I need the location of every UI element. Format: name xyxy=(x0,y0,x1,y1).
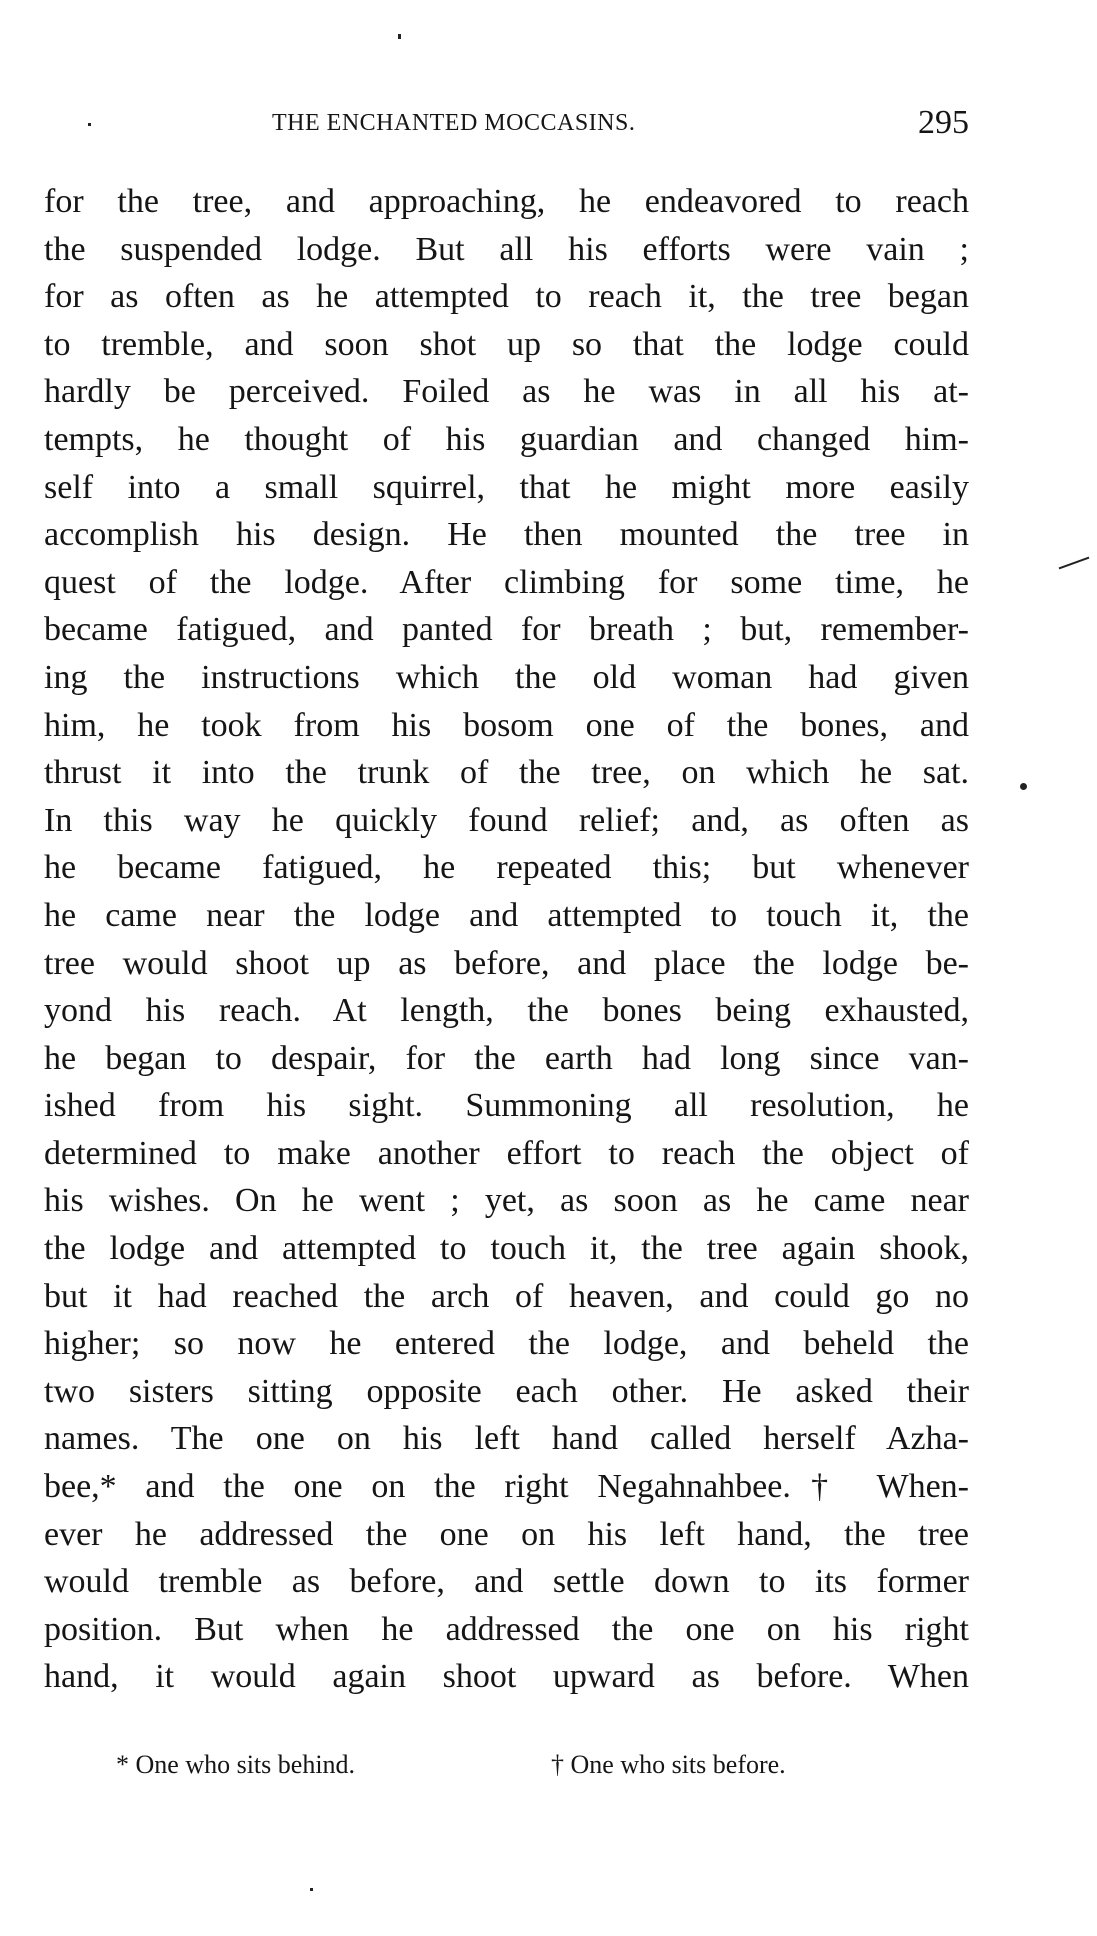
page-number: 295 xyxy=(918,104,969,141)
body-text xyxy=(44,178,969,1701)
text-line: would tremble as before, and settle down to its former xyxy=(44,1563,969,1601)
text-line: became fatigued, and panted for breath ; but, remember- xyxy=(44,611,969,649)
running-title: THE ENCHANTED MOCCASINS. xyxy=(272,110,636,136)
text-line: self into a small squirrel, that he might more easily xyxy=(44,468,969,506)
text-line: determined to make another effort to reach the object of xyxy=(44,1134,969,1172)
text-line: tempts, he thought of his guardian and changed him- xyxy=(44,420,969,458)
text-line: for the tree, and approaching, he endeavored to reach xyxy=(44,183,969,220)
text-line: In this way he quickly found relief; and, as often as xyxy=(44,801,969,839)
text-line: his wishes. On he went ; yet, as soon as he came near xyxy=(44,1182,969,1220)
text-line: hardly be perceived. Foiled as he was in all his at- xyxy=(44,373,969,411)
text-line: ished from his sight. Summoning all resolution, he xyxy=(44,1087,969,1125)
text-line: he came near the lodge and attempted to touch it, the xyxy=(44,896,969,934)
text-line: thrust it into the trunk of the tree, on which he sat. xyxy=(44,754,969,792)
running-head xyxy=(44,104,969,144)
text-line: hand, it would again shoot upward as before. When xyxy=(44,1658,969,1696)
text-line: he began to despair, for the earth had long since van- xyxy=(44,1039,969,1077)
text-line: higher; so now he entered the lodge, and beheld the xyxy=(44,1325,969,1363)
text-line: for as often as he attempted to reach it, the tree began xyxy=(44,278,969,316)
scan-speck xyxy=(1059,557,1090,570)
scan-speck xyxy=(88,123,91,126)
text-line: ing the instructions which the old woman had given xyxy=(44,658,969,696)
footnotes xyxy=(0,1750,1097,1790)
text-line: he became fatigued, he repeated this; but whenever xyxy=(44,849,969,887)
text-line: the suspended lodge. But all his efforts were vain ; xyxy=(44,230,969,268)
text-line: quest of the lodge. After climbing for some time, he xyxy=(44,563,969,601)
scan-speck xyxy=(310,1888,313,1891)
text-line: but it had reached the arch of heaven, and could go no xyxy=(44,1277,969,1315)
text-line: two sisters sitting opposite each other. He asked their xyxy=(44,1372,969,1410)
text-line: him, he took from his bosom one of the bones, and xyxy=(44,706,969,744)
text-line: tree would shoot up as before, and place the lodge be- xyxy=(44,944,969,982)
footnote-2: † One who sits before. xyxy=(551,1750,786,1779)
text-line: names. The one on his left hand called herself Azha- xyxy=(44,1420,969,1458)
scan-speck xyxy=(1020,783,1027,790)
text-line: bee,* and the one on the right Negahnahbee.† When- xyxy=(44,1468,969,1506)
text-line: to tremble, and soon shot up so that the lodge could xyxy=(44,325,969,363)
text-line: accomplish his design. He then mounted the tree in xyxy=(44,516,969,554)
scan-speck xyxy=(398,34,401,39)
text-line: the lodge and attempted to touch it, the tree again shook, xyxy=(44,1230,969,1268)
footnote-1: * One who sits behind. xyxy=(116,1750,356,1779)
text-line: position. But when he addressed the one on his right xyxy=(44,1610,969,1648)
text-line: ever he addressed the one on his left hand, the tree xyxy=(44,1515,969,1553)
text-line: yond his reach. At length, the bones being exhausted, xyxy=(44,992,969,1030)
